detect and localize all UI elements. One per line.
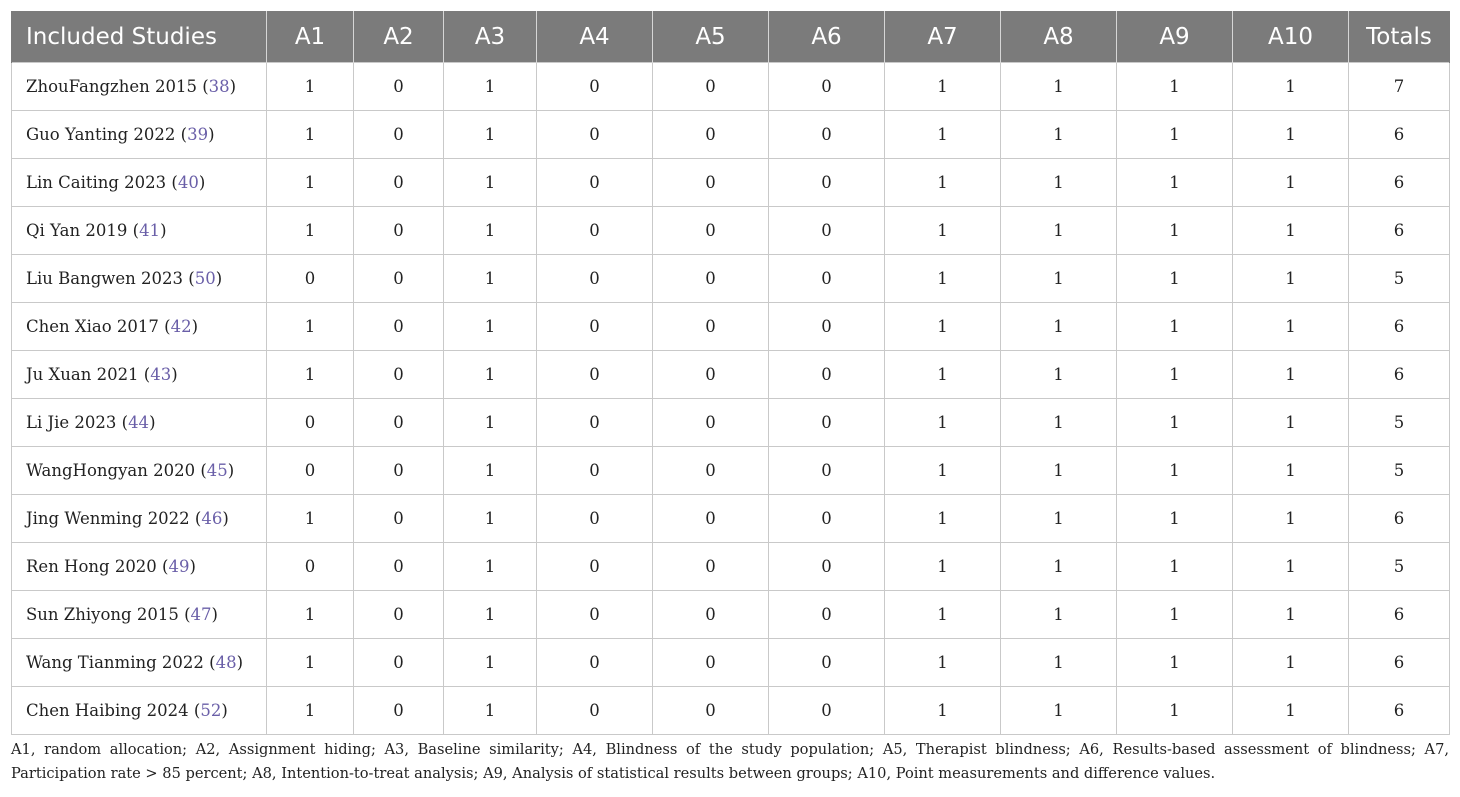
score-cell-a4: 0 (537, 207, 653, 255)
reference-link[interactable]: 40 (177, 173, 199, 192)
score-cell-a1: 0 (267, 543, 354, 591)
study-name: Ju Xuan 2021 (26, 365, 139, 384)
score-cell-a4: 0 (537, 351, 653, 399)
table-body (12, 63, 1450, 735)
score-cell-a8: 1 (1001, 303, 1117, 351)
score-cell-a2: 0 (354, 255, 444, 303)
total-cell: 5 (1349, 447, 1450, 495)
study-name: Qi Yan 2019 (26, 221, 128, 240)
score-cell-a10: 1 (1233, 111, 1349, 159)
score-cell-a3: 1 (444, 255, 537, 303)
table-row (12, 495, 1450, 543)
table-row (12, 687, 1450, 735)
header-a9: A9 (1117, 11, 1233, 63)
reference-link[interactable]: 49 (168, 557, 190, 576)
score-cell-a5: 0 (653, 255, 769, 303)
score-cell-a9: 1 (1117, 591, 1233, 639)
score-cell-a10: 1 (1233, 207, 1349, 255)
score-cell-a8: 1 (1001, 591, 1117, 639)
score-cell-a3: 1 (444, 687, 537, 735)
study-name: WangHongyan 2020 (26, 461, 196, 480)
score-cell-a3: 1 (444, 591, 537, 639)
total-cell: 6 (1349, 687, 1450, 735)
score-cell-a7: 1 (885, 495, 1001, 543)
study-cell: Wang Tianming 2022 (48) (12, 639, 267, 687)
score-cell-a5: 0 (653, 687, 769, 735)
score-cell-a3: 1 (444, 447, 537, 495)
score-cell-a10: 1 (1233, 255, 1349, 303)
quality-assessment-table-container (11, 11, 1449, 735)
score-cell-a6: 0 (769, 399, 885, 447)
score-cell-a8: 1 (1001, 159, 1117, 207)
score-cell-a8: 1 (1001, 447, 1117, 495)
score-cell-a5: 0 (653, 303, 769, 351)
header-a8: A8 (1001, 11, 1117, 63)
reference-link[interactable]: 52 (200, 701, 222, 720)
study-cell: Chen Haibing 2024 (52) (12, 687, 267, 735)
score-cell-a8: 1 (1001, 255, 1117, 303)
score-cell-a6: 0 (769, 255, 885, 303)
study-name: Guo Yanting 2022 (26, 125, 176, 144)
header-included-studies: Included Studies (12, 11, 267, 63)
score-cell-a4: 0 (537, 687, 653, 735)
table-header (12, 11, 1450, 63)
score-cell-a1: 1 (267, 159, 354, 207)
score-cell-a3: 1 (444, 159, 537, 207)
score-cell-a7: 1 (885, 399, 1001, 447)
score-cell-a6: 0 (769, 591, 885, 639)
study-name: Ren Hong 2020 (26, 557, 157, 576)
score-cell-a5: 0 (653, 351, 769, 399)
score-cell-a3: 1 (444, 351, 537, 399)
study-cell: Ren Hong 2020 (49) (12, 543, 267, 591)
score-cell-a9: 1 (1117, 543, 1233, 591)
study-cell: Lin Caiting 2023 (40) (12, 159, 267, 207)
reference-link[interactable]: 41 (139, 221, 161, 240)
study-name: Liu Bangwen 2023 (26, 269, 184, 288)
score-cell-a6: 0 (769, 159, 885, 207)
study-name: Wang Tianming 2022 (26, 653, 204, 672)
score-cell-a2: 0 (354, 447, 444, 495)
score-cell-a1: 1 (267, 303, 354, 351)
score-cell-a9: 1 (1117, 495, 1233, 543)
header-a5: A5 (653, 11, 769, 63)
score-cell-a7: 1 (885, 255, 1001, 303)
score-cell-a5: 0 (653, 591, 769, 639)
study-name: ZhouFangzhen 2015 (26, 77, 197, 96)
reference-link[interactable]: 47 (190, 605, 212, 624)
score-cell-a3: 1 (444, 399, 537, 447)
study-name: Li Jie 2023 (26, 413, 117, 432)
reference-link[interactable]: 38 (208, 77, 230, 96)
score-cell-a2: 0 (354, 159, 444, 207)
table-row (12, 111, 1450, 159)
quality-assessment-table (11, 11, 1450, 735)
header-a2: A2 (354, 11, 444, 63)
score-cell-a3: 1 (444, 543, 537, 591)
score-cell-a8: 1 (1001, 639, 1117, 687)
score-cell-a4: 0 (537, 543, 653, 591)
total-cell: 6 (1349, 207, 1450, 255)
score-cell-a7: 1 (885, 543, 1001, 591)
reference-link[interactable]: 39 (187, 125, 209, 144)
score-cell-a10: 1 (1233, 591, 1349, 639)
reference-link[interactable]: 46 (201, 509, 223, 528)
score-cell-a3: 1 (444, 207, 537, 255)
score-cell-a1: 0 (267, 255, 354, 303)
header-a6: A6 (769, 11, 885, 63)
score-cell-a6: 0 (769, 495, 885, 543)
score-cell-a10: 1 (1233, 399, 1349, 447)
table-row (12, 63, 1450, 111)
score-cell-a5: 0 (653, 207, 769, 255)
score-cell-a4: 0 (537, 639, 653, 687)
score-cell-a6: 0 (769, 447, 885, 495)
header-a10: A10 (1233, 11, 1349, 63)
score-cell-a2: 0 (354, 351, 444, 399)
score-cell-a2: 0 (354, 207, 444, 255)
score-cell-a6: 0 (769, 111, 885, 159)
table-row (12, 639, 1450, 687)
score-cell-a3: 1 (444, 639, 537, 687)
study-cell: Chen Xiao 2017 (42) (12, 303, 267, 351)
reference-link[interactable]: 48 (215, 653, 237, 672)
reference-link[interactable]: 50 (194, 269, 216, 288)
score-cell-a4: 0 (537, 495, 653, 543)
study-cell: WangHongyan 2020 (45) (12, 447, 267, 495)
score-cell-a7: 1 (885, 351, 1001, 399)
table-row (12, 207, 1450, 255)
header-a7: A7 (885, 11, 1001, 63)
score-cell-a9: 1 (1117, 159, 1233, 207)
score-cell-a1: 1 (267, 591, 354, 639)
header-totals: Totals (1349, 11, 1450, 63)
study-cell: ZhouFangzhen 2015 (38) (12, 63, 267, 111)
score-cell-a1: 1 (267, 639, 354, 687)
score-cell-a1: 1 (267, 495, 354, 543)
score-cell-a10: 1 (1233, 303, 1349, 351)
table-row (12, 159, 1450, 207)
score-cell-a4: 0 (537, 63, 653, 111)
table-row (12, 255, 1450, 303)
score-cell-a9: 1 (1117, 447, 1233, 495)
header-row (12, 11, 1450, 63)
score-cell-a1: 1 (267, 687, 354, 735)
score-cell-a4: 0 (537, 255, 653, 303)
table-row (12, 543, 1450, 591)
score-cell-a2: 0 (354, 591, 444, 639)
score-cell-a5: 0 (653, 495, 769, 543)
score-cell-a6: 0 (769, 687, 885, 735)
score-cell-a1: 0 (267, 447, 354, 495)
header-a3: A3 (444, 11, 537, 63)
study-name: Chen Haibing 2024 (26, 701, 189, 720)
score-cell-a10: 1 (1233, 63, 1349, 111)
score-cell-a2: 0 (354, 639, 444, 687)
score-cell-a8: 1 (1001, 207, 1117, 255)
score-cell-a5: 0 (653, 543, 769, 591)
score-cell-a9: 1 (1117, 303, 1233, 351)
table-row (12, 303, 1450, 351)
study-cell: Qi Yan 2019 (41) (12, 207, 267, 255)
study-cell: Jing Wenming 2022 (46) (12, 495, 267, 543)
study-cell: Guo Yanting 2022 (39) (12, 111, 267, 159)
score-cell-a9: 1 (1117, 111, 1233, 159)
score-cell-a1: 1 (267, 111, 354, 159)
study-cell: Liu Bangwen 2023 (50) (12, 255, 267, 303)
score-cell-a2: 0 (354, 543, 444, 591)
total-cell: 7 (1349, 63, 1450, 111)
score-cell-a6: 0 (769, 351, 885, 399)
score-cell-a1: 1 (267, 63, 354, 111)
score-cell-a9: 1 (1117, 639, 1233, 687)
score-cell-a5: 0 (653, 63, 769, 111)
score-cell-a5: 0 (653, 159, 769, 207)
score-cell-a10: 1 (1233, 543, 1349, 591)
header-a1: A1 (267, 11, 354, 63)
score-cell-a8: 1 (1001, 399, 1117, 447)
score-cell-a9: 1 (1117, 255, 1233, 303)
score-cell-a9: 1 (1117, 63, 1233, 111)
score-cell-a2: 0 (354, 495, 444, 543)
score-cell-a10: 1 (1233, 687, 1349, 735)
reference-link[interactable]: 43 (150, 365, 172, 384)
score-cell-a7: 1 (885, 159, 1001, 207)
study-cell: Ju Xuan 2021 (43) (12, 351, 267, 399)
score-cell-a6: 0 (769, 207, 885, 255)
score-cell-a7: 1 (885, 447, 1001, 495)
score-cell-a7: 1 (885, 591, 1001, 639)
score-cell-a2: 0 (354, 111, 444, 159)
score-cell-a4: 0 (537, 399, 653, 447)
score-cell-a6: 0 (769, 639, 885, 687)
score-cell-a5: 0 (653, 399, 769, 447)
score-cell-a8: 1 (1001, 543, 1117, 591)
score-cell-a3: 1 (444, 111, 537, 159)
score-cell-a6: 0 (769, 543, 885, 591)
header-a4: A4 (537, 11, 653, 63)
score-cell-a8: 1 (1001, 63, 1117, 111)
total-cell: 6 (1349, 111, 1450, 159)
score-cell-a5: 0 (653, 447, 769, 495)
reference-link[interactable]: 44 (128, 413, 150, 432)
score-cell-a2: 0 (354, 687, 444, 735)
study-name: Chen Xiao 2017 (26, 317, 159, 336)
table-row (12, 591, 1450, 639)
score-cell-a3: 1 (444, 63, 537, 111)
study-name: Jing Wenming 2022 (26, 509, 190, 528)
score-cell-a1: 0 (267, 399, 354, 447)
score-cell-a2: 0 (354, 399, 444, 447)
score-cell-a7: 1 (885, 687, 1001, 735)
score-cell-a7: 1 (885, 639, 1001, 687)
score-cell-a4: 0 (537, 447, 653, 495)
score-cell-a5: 0 (653, 111, 769, 159)
score-cell-a7: 1 (885, 207, 1001, 255)
score-cell-a8: 1 (1001, 111, 1117, 159)
score-cell-a10: 1 (1233, 159, 1349, 207)
score-cell-a3: 1 (444, 495, 537, 543)
score-cell-a1: 1 (267, 351, 354, 399)
score-cell-a6: 0 (769, 303, 885, 351)
study-cell: Li Jie 2023 (44) (12, 399, 267, 447)
score-cell-a9: 1 (1117, 687, 1233, 735)
score-cell-a10: 1 (1233, 639, 1349, 687)
score-cell-a4: 0 (537, 111, 653, 159)
table-row (12, 399, 1450, 447)
score-cell-a9: 1 (1117, 207, 1233, 255)
score-cell-a6: 0 (769, 63, 885, 111)
study-cell: Sun Zhiyong 2015 (47) (12, 591, 267, 639)
score-cell-a1: 1 (267, 207, 354, 255)
study-name: Lin Caiting 2023 (26, 173, 167, 192)
total-cell: 6 (1349, 351, 1450, 399)
score-cell-a8: 1 (1001, 495, 1117, 543)
study-name: Sun Zhiyong 2015 (26, 605, 179, 624)
score-cell-a8: 1 (1001, 351, 1117, 399)
score-cell-a4: 0 (537, 303, 653, 351)
reference-link[interactable]: 45 (206, 461, 228, 480)
score-cell-a5: 0 (653, 639, 769, 687)
score-cell-a3: 1 (444, 303, 537, 351)
total-cell: 5 (1349, 543, 1450, 591)
score-cell-a10: 1 (1233, 351, 1349, 399)
total-cell: 6 (1349, 159, 1450, 207)
score-cell-a7: 1 (885, 63, 1001, 111)
table-row (12, 447, 1450, 495)
score-cell-a7: 1 (885, 303, 1001, 351)
score-cell-a7: 1 (885, 111, 1001, 159)
table-row (12, 351, 1450, 399)
score-cell-a2: 0 (354, 303, 444, 351)
score-cell-a2: 0 (354, 63, 444, 111)
score-cell-a8: 1 (1001, 687, 1117, 735)
score-cell-a10: 1 (1233, 447, 1349, 495)
score-cell-a4: 0 (537, 591, 653, 639)
score-cell-a9: 1 (1117, 351, 1233, 399)
total-cell: 5 (1349, 255, 1450, 303)
score-cell-a9: 1 (1117, 399, 1233, 447)
total-cell: 6 (1349, 495, 1450, 543)
table-footnote: A1, random allocation; A2, Assignment hiding; A3, Baseline similarity; A4, Blindness of the study population; A5, Therapist blindness; A6, Results-based assessment of blindness; A7, Participation rate > 85 percent; A8, Intention-to-treat analysis; A9, Analysis of statistical results between groups; A10, Point measurements and difference values. (11, 741, 1449, 782)
score-cell-a4: 0 (537, 159, 653, 207)
total-cell: 6 (1349, 591, 1450, 639)
total-cell: 6 (1349, 303, 1450, 351)
total-cell: 6 (1349, 639, 1450, 687)
total-cell: 5 (1349, 399, 1450, 447)
reference-link[interactable]: 42 (170, 317, 192, 336)
score-cell-a10: 1 (1233, 495, 1349, 543)
